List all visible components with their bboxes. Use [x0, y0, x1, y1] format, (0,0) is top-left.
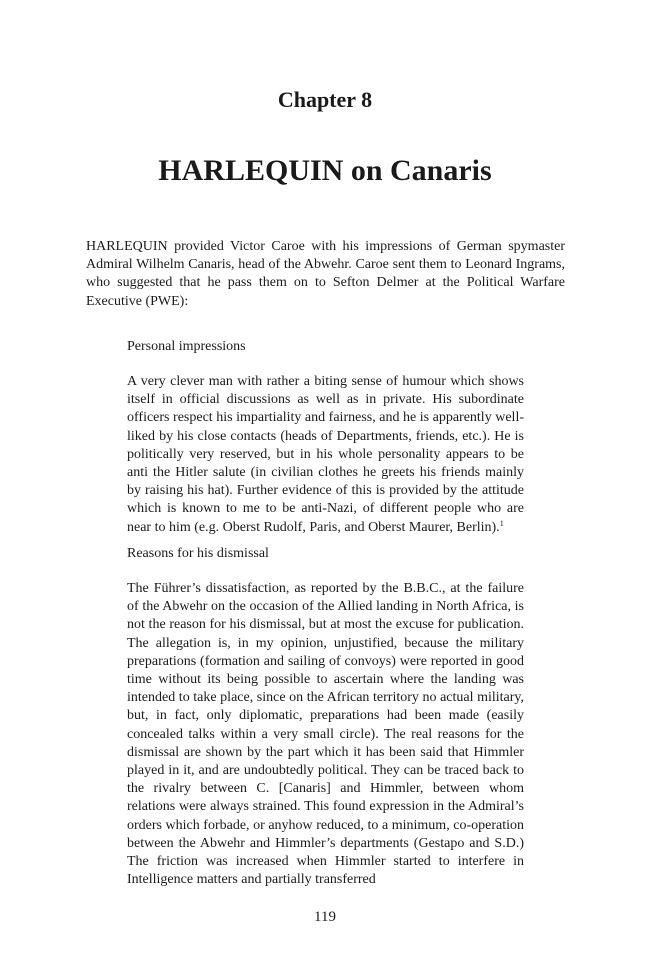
quote-paragraph-personal-impressions	[127, 373, 524, 537]
quote-paragraph-1-text: A very clever man with rather a biting sense of humour which shows itself in official discussions as well as in private. His subordinate officers respect his impartiality and fairness, and he is apparently well-liked by his close contacts (heads of Departments, friends, etc.). He is politically very reserved, but in his whole personality appears to be anti the Hitler salute (in civilian clothes he greets his friends mainly by raising his hat). Further evidence of this is provided by the attitude which is known to me to be anti-Nazi, of different people who are near to him (e.g. Oberst Rudolf, Paris, and Oberst Maurer, Berlin).	[127, 374, 524, 535]
chapter-number: Chapter 8	[277, 87, 373, 112]
quote-heading-reasons-for-dismissal: Reasons for his dismissal	[127, 546, 269, 561]
quote-paragraph-reasons-for-dismissal: The Führer’s dissatisfaction, as reported by the B.B.C., at the failure of the Abwehr on the occasion of the Allied landing in North Africa, is not the reason for his dismissal, but at most the excuse for publication. The allegation is, in my opinion, unjustified, because the military preparations (formation and sailing of convoys) were reported in good time without its being possible to ascertain where the landing was intended to take place, since on the African territory no actual military, but, in fact, only diplomatic, preparations had been made (easily concealed talks within a very small circle). The real reasons for the dismissal are shown by the part which it has been said that Himmler played in it, and are undoubtedly political. They can be traced back to the rivalry between C. [Canaris] and Himmler, between whom relations were always strained. This found expression in the Admiral’s orders which forbade, or anyhow reduced, to a minimum, co-operation between the Abwehr and Himmler’s departments (Gestapo and S.D.) The friction was increased when Himmler started to interfere in Intelligence matters and partially transferred	[127, 581, 524, 888]
intro-paragraph: HARLEQUIN provided Victor Caroe with his impressions of German spymaster Admiral Wilhelm Canaris, head of the Abwehr. Caroe sent them to Leonard Ingrams, who suggested that he pass them on to Sefton Delmer at the Political Warfare Executive (PWE):	[86, 239, 565, 309]
quote-heading-personal-impressions: Personal impressions	[127, 339, 246, 354]
chapter-title: HARLEQUIN on Canaris	[158, 154, 492, 187]
page-number: 119	[314, 909, 336, 925]
footnote-reference[interactable]: 1	[499, 518, 504, 528]
